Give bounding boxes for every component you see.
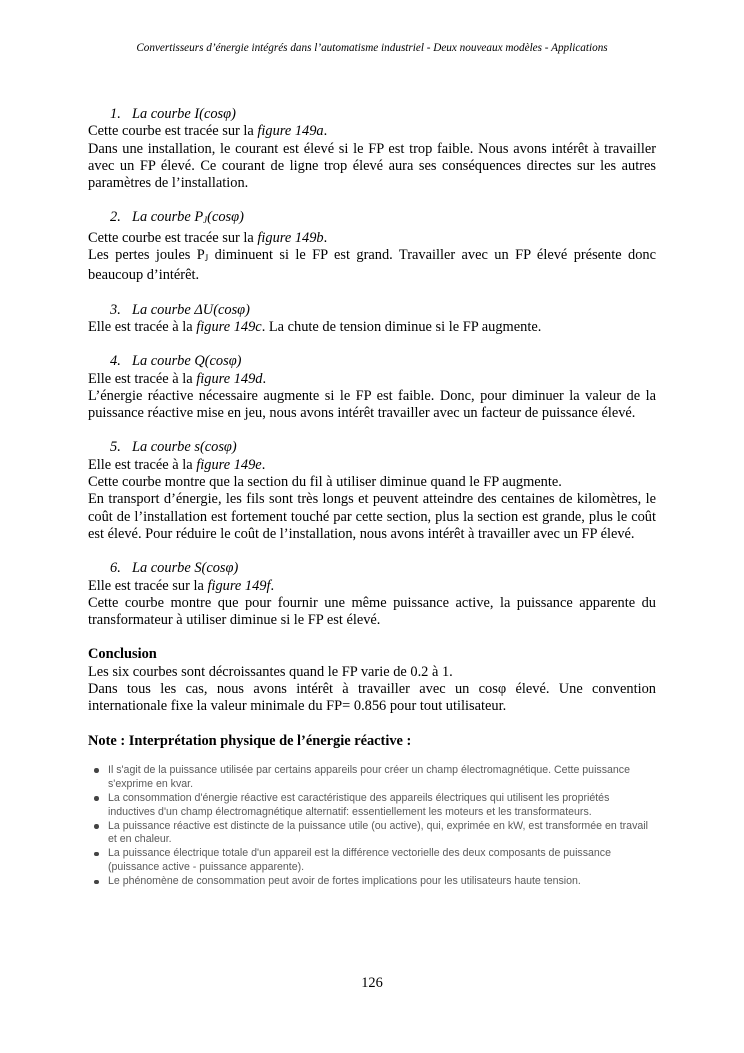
text-run: . <box>323 123 328 140</box>
text-run: Cette courbe est tracée sur la <box>88 229 258 246</box>
section-title: La courbe S(cosφ) <box>132 560 239 577</box>
text-run: Elle est tracée à la <box>88 370 197 387</box>
text-run: . <box>262 370 267 387</box>
section-title: La courbe s(cosφ) <box>132 439 237 456</box>
section-3 <box>88 302 656 337</box>
note-heading: Note : Interprétation physique de l’énergie réactive : <box>88 732 412 749</box>
conclusion-heading: Conclusion <box>88 646 157 663</box>
paragraph: L’énergie réactive nécessaire augmente si le FP est faible. Donc, pour diminuer la valeur de la puissance réactive mise en jeu, nous avons intérêt travailler avec un facteur de puissance élevé. <box>88 387 656 422</box>
figure-link: figure 149d <box>196 370 263 387</box>
section-2 <box>88 209 656 284</box>
section-number: 6. <box>110 560 121 577</box>
list-item <box>88 820 656 848</box>
figure-reference <box>88 319 656 336</box>
bullet-icon <box>94 796 99 801</box>
page-body <box>88 106 656 889</box>
note-bullet-list <box>88 764 656 889</box>
text-run: Elle est tracée à la <box>88 318 197 335</box>
bullet-icon <box>94 852 99 857</box>
page-number: 126 <box>361 975 383 991</box>
list-item-text: Le phénomène de consommation peut avoir de fortes implications pour les utilisateurs haute tension. <box>108 875 581 888</box>
conclusion <box>88 646 656 715</box>
figure-reference <box>88 457 656 474</box>
section-number: 2. <box>110 209 121 226</box>
bullet-icon <box>94 880 99 885</box>
section-heading <box>88 560 656 577</box>
text-run: Les pertes joules P <box>88 247 205 264</box>
section-number: 5. <box>110 439 121 456</box>
section-title-suffix: (cosφ) <box>207 209 244 226</box>
section-heading <box>88 302 656 319</box>
list-item-text: La puissance réactive est distincte de la puissance utile (ou active), qui, exprimée en kW, est transformée en travail et en chaleur. <box>108 819 648 846</box>
section-heading <box>88 106 656 123</box>
text-run: . <box>270 577 275 594</box>
note-title <box>88 733 656 750</box>
paragraph: Dans tous les cas, nous avons intérêt à travailler avec un cosφ élevé. Une convention internationale fixe la valeur minimale du FP= 0.856 pour tout utilisateur. <box>88 681 656 715</box>
list-item <box>88 875 656 889</box>
list-item-text: La consommation d'énergie réactive est caractéristique des appareils électriques qui utilisent les propriétés inductives d'un champ électromagnétique alternatif: essentiellement les moteurs et les transformateurs. <box>108 791 610 818</box>
figure-reference <box>88 123 656 140</box>
paragraph: Cette courbe montre que pour fournir une même puissance active, la puissance apparente du transformateur à utiliser diminue si le FP est élevé. <box>88 594 656 629</box>
subscript: J <box>203 215 208 226</box>
section-5 <box>88 439 656 543</box>
list-item-text: La puissance électrique totale d'un appareil est la différence vectorielle des deux composants de puissance (puissance active - puissance apparente). <box>108 847 611 874</box>
section-title: La courbe Q(cosφ) <box>132 353 242 370</box>
section-number: 3. <box>110 301 121 318</box>
figure-reference <box>88 230 656 247</box>
text-run: Cette courbe est tracée sur la <box>88 123 258 140</box>
section-title: La courbe P <box>132 209 204 226</box>
figure-link: figure 149c <box>196 318 262 335</box>
figure-link: figure 149f <box>207 577 271 594</box>
figure-link: figure 149a <box>257 123 324 140</box>
text-run: Elle est tracée à la <box>88 456 197 473</box>
text-run: . <box>261 456 266 473</box>
paragraph: Les six courbes sont décroissantes quand le FP varie de 0.2 à 1. <box>88 663 453 680</box>
paragraph: Cette courbe montre que la section du fil à utiliser diminue quand le FP augmente. <box>88 474 562 491</box>
section-1 <box>88 106 656 192</box>
list-item <box>88 847 656 875</box>
section-6 <box>88 560 656 629</box>
figure-reference <box>88 371 656 388</box>
paragraph: En transport d’énergie, les fils sont très longs et peuvent atteindre des centaines de kilomètres, le coût de l’installation est fortement touché par cette section, plus la section est grande, plus le coût est élevé. Pour réduire le coût de l’installation, nous avons intérêt à travailler avec un FP élevé. <box>88 491 656 542</box>
section-title: La courbe ΔU(cosφ) <box>132 301 250 318</box>
section-4 <box>88 353 656 422</box>
section-number: 4. <box>110 353 121 370</box>
section-heading <box>88 439 656 456</box>
figure-link: figure 149b <box>257 229 324 246</box>
section-heading <box>88 209 656 229</box>
paragraph <box>88 247 656 285</box>
paragraph: Dans une installation, le courant est élevé si le FP est trop faible. Nous avons intérêt à travailler avec un FP élevé. Ce courant de ligne trop élevé aura ses conséquences directes sur les autres paramètres de l’installation. <box>88 140 656 192</box>
running-header: Convertisseurs d’énergie intégrés dans l’automatisme industriel - Deux nouveaux modèles - Applications <box>136 42 608 54</box>
text-run: Elle est tracée sur la <box>88 577 208 594</box>
section-heading <box>88 353 656 370</box>
text-run: . La chute de tension diminue si le FP augmente. <box>261 318 542 335</box>
section-number: 1. <box>110 106 121 122</box>
text-run: . <box>323 229 328 246</box>
text-run: diminuent si le FP est grand. Travailler avec un FP élevé présente donc beaucoup d’intérêt. <box>88 247 657 284</box>
conclusion-title <box>88 646 656 663</box>
note <box>88 733 656 889</box>
figure-link: figure 149e <box>196 456 262 473</box>
bullet-icon <box>94 824 99 829</box>
bullet-icon <box>94 768 99 773</box>
subscript: J <box>204 253 209 264</box>
list-item-text: Il s'agit de la puissance utilisée par certains appareils pour créer un champ électromagnétique. Cette puissance s'exprime en kvar. <box>108 763 630 790</box>
figure-reference <box>88 578 656 595</box>
list-item <box>88 764 656 792</box>
section-title: La courbe I(cosφ) <box>132 106 236 122</box>
list-item <box>88 792 656 820</box>
